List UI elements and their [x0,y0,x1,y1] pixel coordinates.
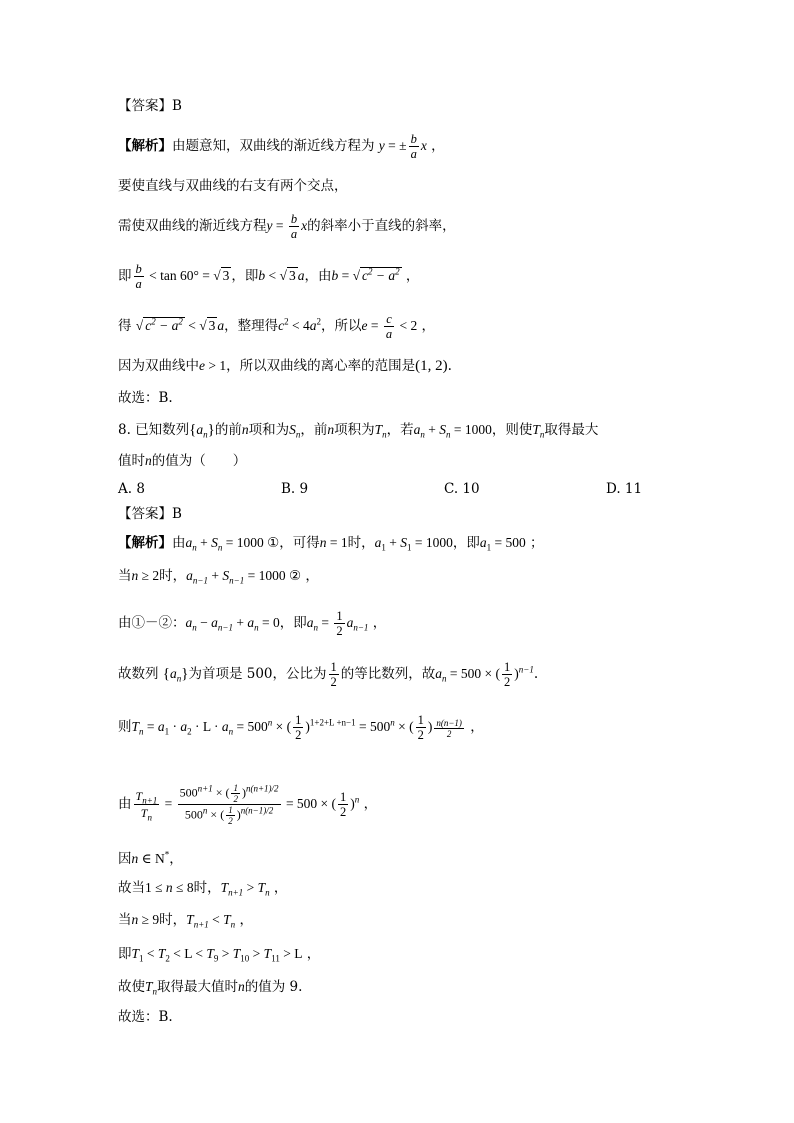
analysis-text: 故当 [118,880,145,896]
analysis-text: 时， [347,535,375,551]
fraction: $\frac{b}{a}$ [290,212,298,241]
analysis-text: 因 [118,851,132,867]
q8-analysis-line-4: 故数列 $\{a_n\}$为首项是 500，公比为 $\frac{1}{2}$ 的等比数列，故$a_n = 500$ × ( $\frac{1}{2}$ )$^{n-1}$. [118,660,539,689]
analysis-line-4: 即 $\frac{b}{a}$ < tan 60° = √ 3 ，即b < √ 3 a，由b = √ $c^2 - a^2$ ， [118,262,420,291]
question-text: 项积为 [334,422,375,438]
analysis-text: 的斜率小于直线的斜率， [307,218,456,234]
analysis-text: 为首项是 500，公比为 [188,666,327,682]
analysis-line-3: 需使双曲线的渐近线方程y = $\frac{b}{a}$ x的斜率小于直线的斜率， [118,212,456,241]
analysis-line-2: 要使直线与双曲线的右支有两个交点， [118,178,348,194]
question-text: 的前 [214,422,242,438]
q8-analysis-line-10: 即$T_1 < T_2 < L < T_9 > T_{10} > T_{11} > L$ ， [118,946,321,964]
analysis-text: 即 [118,946,132,962]
q8-analysis-line-1: 【解析】由$a_n + S_n = 1000$ ①，可得n = 1时，$a_1 + S_1 = 1000$，即$a_1 = 500$ ； [118,535,544,553]
question-text: 值时 [118,453,145,469]
answer-label-q7: 【答案】B [118,98,182,114]
analysis-text: 故使 [118,979,145,995]
analysis-text: 得 [118,318,132,334]
analysis-text: ，可得 [279,535,320,551]
analysis-text: 由 [118,796,132,812]
answer-label-q8: 【答案】B [118,506,182,522]
question-8-options [118,479,678,499]
analysis-text: 时， [159,568,187,584]
analysis-text: ，所以双曲线的离心率的范围是 [226,358,416,374]
question-text: 的值为（ ） [151,453,247,469]
analysis-text: 由①－②： [118,615,186,631]
q8-analysis-line-12: 故选：B. [118,1009,173,1025]
question-text: 8. 已知数列 [118,422,190,438]
fraction: $\frac{b}{a}$ [135,262,142,291]
analysis-text: 则 [118,719,132,735]
fraction: $\frac{c}{a}$ [385,312,393,341]
q8-analysis-line-7: 因n ∈ N*， [118,849,183,867]
question-text: 取得最大 [544,422,599,438]
analysis-text: ，由 [304,268,332,284]
analysis-text: 时， [193,880,221,896]
option-c[interactable]: C. 10 [444,481,480,497]
analysis-line-6: 因为双曲线中e > 1，所以双曲线的离心率的范围是(1, 2). [118,358,452,374]
analysis-text: 当 [118,568,132,584]
option-b[interactable]: B. 9 [281,481,309,497]
option-d[interactable]: D. 11 [606,481,643,497]
analysis-text: 即 [118,268,132,284]
analysis-text: ，即 [452,535,480,551]
q8-analysis-line-6: 由 $\frac{T_{n+1}}{T_n}$ = $500^{n+1}$ × ( $\frac{1}{2}$ )$^{n(n+1)/2}$ $500^n$ × ( $\frac{1}{2}$ )$^{n(n-1)/2}$ = 500 × ( $\frac{1}{2}$ )$^n$ ， [118,783,378,826]
question-8-stem-line-2: 值时n的值为（ ） [118,453,247,469]
analysis-text: 由 [172,535,186,551]
q8-analysis-line-2: 当n ≥ 2时，$a_{n-1} + S_{n-1} = 1000$ ② ， [118,568,319,586]
analysis-tag: 【解析】 [118,138,172,154]
question-text: ，则使 [491,422,533,438]
question-text: ，若 [386,422,414,438]
analysis-text: 需使双曲线的渐近线方程 [118,218,267,234]
analysis-text: 由题意知，双曲线的渐近线方程为 [172,138,375,154]
analysis-tag: 【解析】 [118,535,172,551]
analysis-text: ，即 [279,615,307,631]
math-expr: y [378,138,385,153]
analysis-text: 的值为 9. [244,979,303,995]
option-a[interactable]: A. 8 [118,481,145,497]
q8-analysis-line-9: 当n ≥ 9时，$T_{n+1} < T_n$ ， [118,912,253,930]
q8-analysis-line-8: 故当1 ≤ n ≤ 8时，$T_{n+1} > T_n$ ， [118,880,288,898]
analysis-text: 当 [118,912,132,928]
analysis-line-5: 得 √ $c^2 - a^2$ < √ 3 a，整理得$c^2 < 4a^2$，所以e = $\frac{c}{a}$ < 2 ， [118,312,436,341]
q8-analysis-line-3: 由①－②：$a_n - a_{n-1} + a_n = 0$，即$a_n$ = $\frac{1}{2}$ $a_{n-1}$ ， [118,609,387,638]
analysis-text: 故数列 [118,666,159,682]
fraction: $\frac{T_{n+1}}{T_n}$ [135,789,158,823]
analysis-text: 取得最大值时 [157,979,239,995]
question-text: 项和为 [248,422,290,438]
analysis-text: 的等比数列，故 [340,666,436,682]
analysis-line-7: 故选：B. [118,390,173,406]
question-8-stem-line-1: 8. 已知数列$\{a_n\}$的前n项和为$S_n$，前n项积为$T_n$，若$a_n + S_n = 1000$，则使$T_n$取得最大 [118,422,599,440]
analysis-line-1: 【解析】由题意知，双曲线的渐近线方程为 y = ± $\frac{b}{a}$ x ， [118,132,445,161]
question-text: ，前 [300,422,328,438]
analysis-text: ，整理得 [224,318,279,334]
q8-analysis-line-11: 故使$T_n$取得最大值时n的值为 9. [118,979,303,997]
analysis-text: ，即 [231,268,259,284]
analysis-text: 时， [159,912,187,928]
q8-analysis-line-5: 则$T_n = a_1 \cdot a_2 \cdot L \cdot a_n = 500^n$ × ( $\frac{1}{2}$ )$^{1+2+L +n-1} = 500^n$ × ( $\frac{1}{2}$ ) $^{\frac{n(n-1)}{2}}$ ， [118,713,484,742]
analysis-text: 因为双曲线中 [118,358,199,374]
analysis-text: ，所以 [321,318,362,334]
fraction: $\frac{b}{a}$ [410,132,417,161]
fraction: $500^{n+1}$ × ( $\frac{1}{2}$ )$^{n(n+1)/2}$ $500^n$ × ( $\frac{1}{2}$ )$^{n(n-1)/2}$ [179,783,279,826]
